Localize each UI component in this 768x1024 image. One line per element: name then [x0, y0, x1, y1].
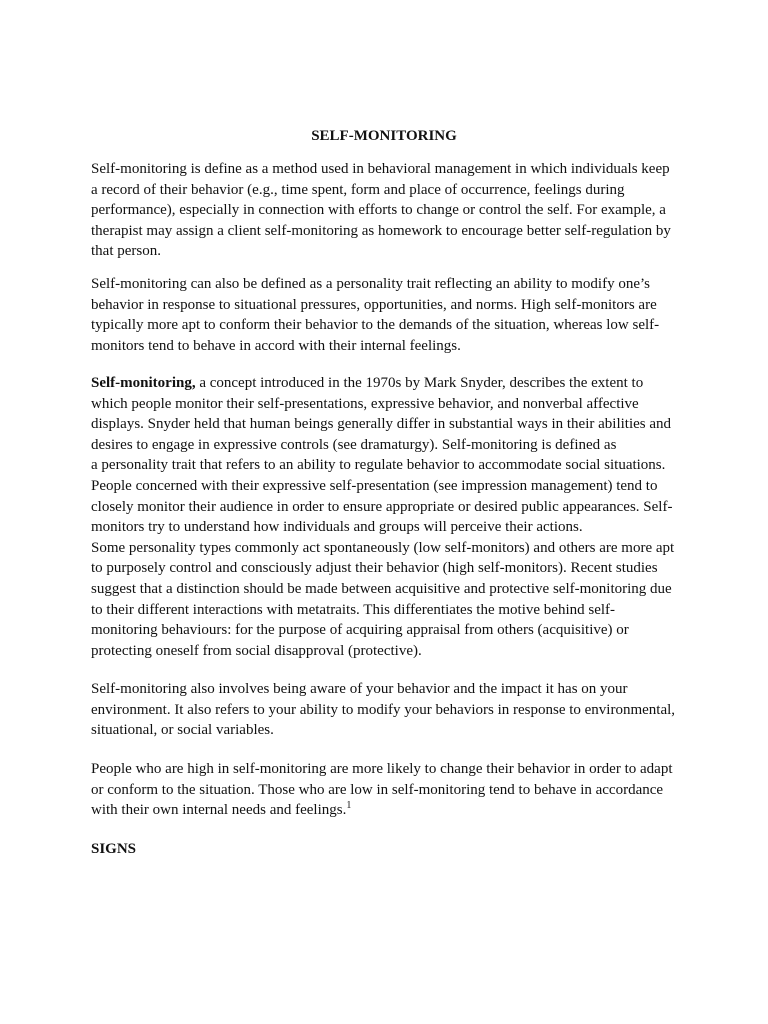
page-title: SELF-MONITORING: [311, 128, 457, 144]
text-line: displays. Snyder held that human beings generally differ in substantial ways in their abilities and: [91, 416, 672, 433]
text-line: closely monitor their audience in order to ensure appropriate or desired public appearances. Self-: [91, 498, 673, 515]
text-line: situational, or social variables.: [91, 722, 274, 739]
bold-term: Self-monitoring,: [91, 375, 196, 391]
text-line: typically more apt to conform their behavior to the demands of the situation, whereas low self-: [91, 317, 660, 334]
text-line: to purposely control and consciously adjust their behavior (high self-monitors). Recent studies: [91, 560, 658, 577]
text-line: monitors tend to behave in accord with their internal feelings.: [91, 337, 461, 354]
text-line: People who are high in self-monitoring are more likely to change their behavior in order to adapt: [91, 761, 673, 777]
paragraph-awareness: [91, 679, 679, 741]
text-line: therapist may assign a client self-monitoring as homework to encourage better self-regulation by: [91, 222, 671, 239]
text-line: Self-monitoring also involves being aware of your behavior and the impact it has on your: [91, 681, 628, 697]
text-line: to their different interactions with metatraits. This differentiates the motive behind self-: [91, 601, 616, 618]
text-line: protecting oneself from social disapproval (protective).: [91, 642, 422, 659]
text-line: a record of their behavior (e.g., time spent, form and place of occurrence, feelings during: [91, 181, 625, 198]
text-line: suggest that a distinction should be made between acquisitive and protective self-monitoring due: [91, 580, 672, 597]
text-line: monitoring behaviours: for the purpose of acquiring appraisal from others (acquisitive) or: [91, 622, 629, 639]
text-line: [91, 800, 679, 821]
footnote-reference[interactable]: 1: [346, 800, 352, 812]
text-line: monitors try to understand how individuals and groups will perceive their actions.: [91, 519, 583, 536]
text-line: behavior in response to situational pressures, opportunities, and norms. High self-monitors are: [91, 296, 657, 313]
text-line: desires to engage in expressive controls (see dramaturgy). Self-monitoring is defined as: [91, 436, 617, 453]
text-line: Some personality types commonly act spontaneously (low self-monitors) and others are more apt: [91, 539, 675, 556]
paragraph-personality-trait: [91, 274, 679, 356]
section-heading-signs: SIGNS: [91, 841, 137, 857]
text-line: that person.: [91, 243, 161, 260]
text-span: with their own internal needs and feelings.: [91, 802, 347, 819]
text-span: a concept introduced in the 1970s by Mark Snyder, describes the extent to: [195, 375, 644, 391]
text-line: which people monitor their self-presentations, expressive behavior, and nonverbal affective: [91, 395, 639, 412]
text-line: or conform to the situation. Those who are low in self-monitoring tend to behave in accordance: [91, 781, 664, 798]
paragraph-definition: [91, 159, 679, 262]
text-line: Self-monitoring can also be defined as a personality trait reflecting an ability to modify one’s: [91, 276, 651, 292]
paragraph-snyder: [91, 373, 679, 661]
text-line: a personality trait that refers to an ability to regulate behavior to accommodate social situations.: [91, 457, 666, 474]
text-line: performance), especially in connection with efforts to change or control the self. For example, a: [91, 202, 666, 219]
paragraph-high-low: [91, 759, 679, 821]
text-line: [91, 373, 679, 394]
text-line: People concerned with their expressive self-presentation (see impression management) tend to: [91, 477, 658, 494]
text-line: environment. It also refers to your ability to modify your behaviors in response to environmental,: [91, 701, 676, 718]
text-line: Self-monitoring is define as a method used in behavioral management in which individuals keep: [91, 161, 670, 177]
